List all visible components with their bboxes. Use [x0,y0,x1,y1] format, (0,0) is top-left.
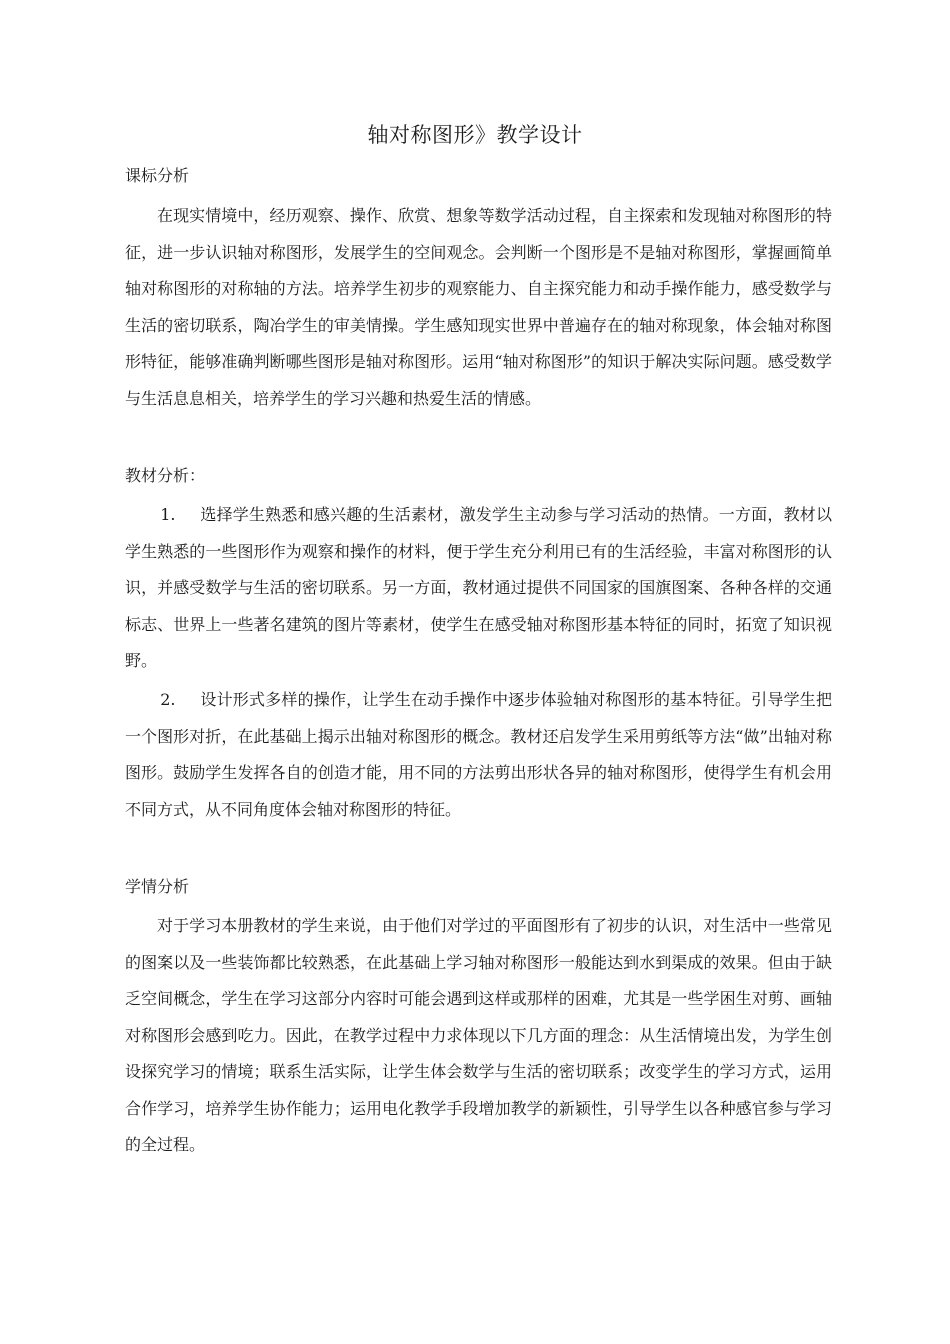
list-item-number: 2. [160,690,176,709]
document-title: 轴对称图形》教学设计 [367,123,583,147]
list-item-textbook-1 [125,497,832,680]
section-heading-student: 学情分析 [125,877,190,896]
paragraph-curriculum-analysis: 在现实情境中，经历观察、操作、欣赏、想象等数学活动过程，自主探索和发现轴对称图形的特征，进一步认识轴对称图形，发展学生的空间观念。会判断一个图形是不是轴对称图形，掌握画简单轴对称图形的对称轴的方法。培养学生初步的观察能力、自主探究能力和动手操作能力，感受数学与生活的密切联系，陶冶学生的审美情操。学生感知现实世界中普遍存在的轴对称现象，体会轴对称图形特征，能够准确判断哪些图形是轴对称图形。运用“轴对称图形”的知识于解决实际问题。感受数学与生活息息相关，培养学生的学习兴趣和热爱生活的情感。 [125,206,832,408]
section-heading-curriculum: 课标分析 [125,166,190,185]
section-heading-textbook: 教材分析： [125,466,206,485]
list-item-textbook-2 [125,682,832,828]
list-item-text: 选择学生熟悉和感兴趣的生活素材，激发学生主动参与学习活动的热情。一方面，教材以学生熟悉的一些图形作为观察和操作的材料，便于学生充分利用已有的生活经验，丰富对称图形的认识，并感受数学与生活的密切联系。另一方面，教材通过提供不同国家的国旗图案、各种各样的交通标志、世界上一些著名建筑的图片等素材，使学生在感受轴对称图形基本特征的同时，拓宽了知识视野。 [125,505,832,670]
list-item-number: 1. [160,505,176,524]
paragraph-student-analysis: 对于学习本册教材的学生来说，由于他们对学过的平面图形有了初步的认识，对生活中一些常见的图案以及一些装饰都比较熟悉，在此基础上学习轴对称图形一般能达到水到渠成的效果。但由于缺乏空间概念，学生在学习这部分内容时可能会遇到这样或那样的困难，尤其是一些学困生对剪、画轴对称图形会感到吃力。因此，在教学过程中力求体现以下几方面的理念：从生活情境出发，为学生创设探究学习的情境；联系生活实际，让学生体会数学与生活的密切联系；改变学生的学习方式，运用合作学习，培养学生协作能力；运用电化教学手段增加教学的新颖性，引导学生以各种感官参与学习的全过程。 [125,916,832,1154]
list-item-text: 设计形式多样的操作，让学生在动手操作中逐步体验轴对称图形的基本特征。引导学生把一个图形对折，在此基础上揭示出轴对称图形的概念。教材还启发学生采用剪纸等方法“做”出轴对称图形。鼓励学生发挥各自的创造才能，用不同的方法剪出形状各异的轴对称图形，使得学生有机会用不同方式，从不同角度体会轴对称图形的特征。 [125,690,832,819]
